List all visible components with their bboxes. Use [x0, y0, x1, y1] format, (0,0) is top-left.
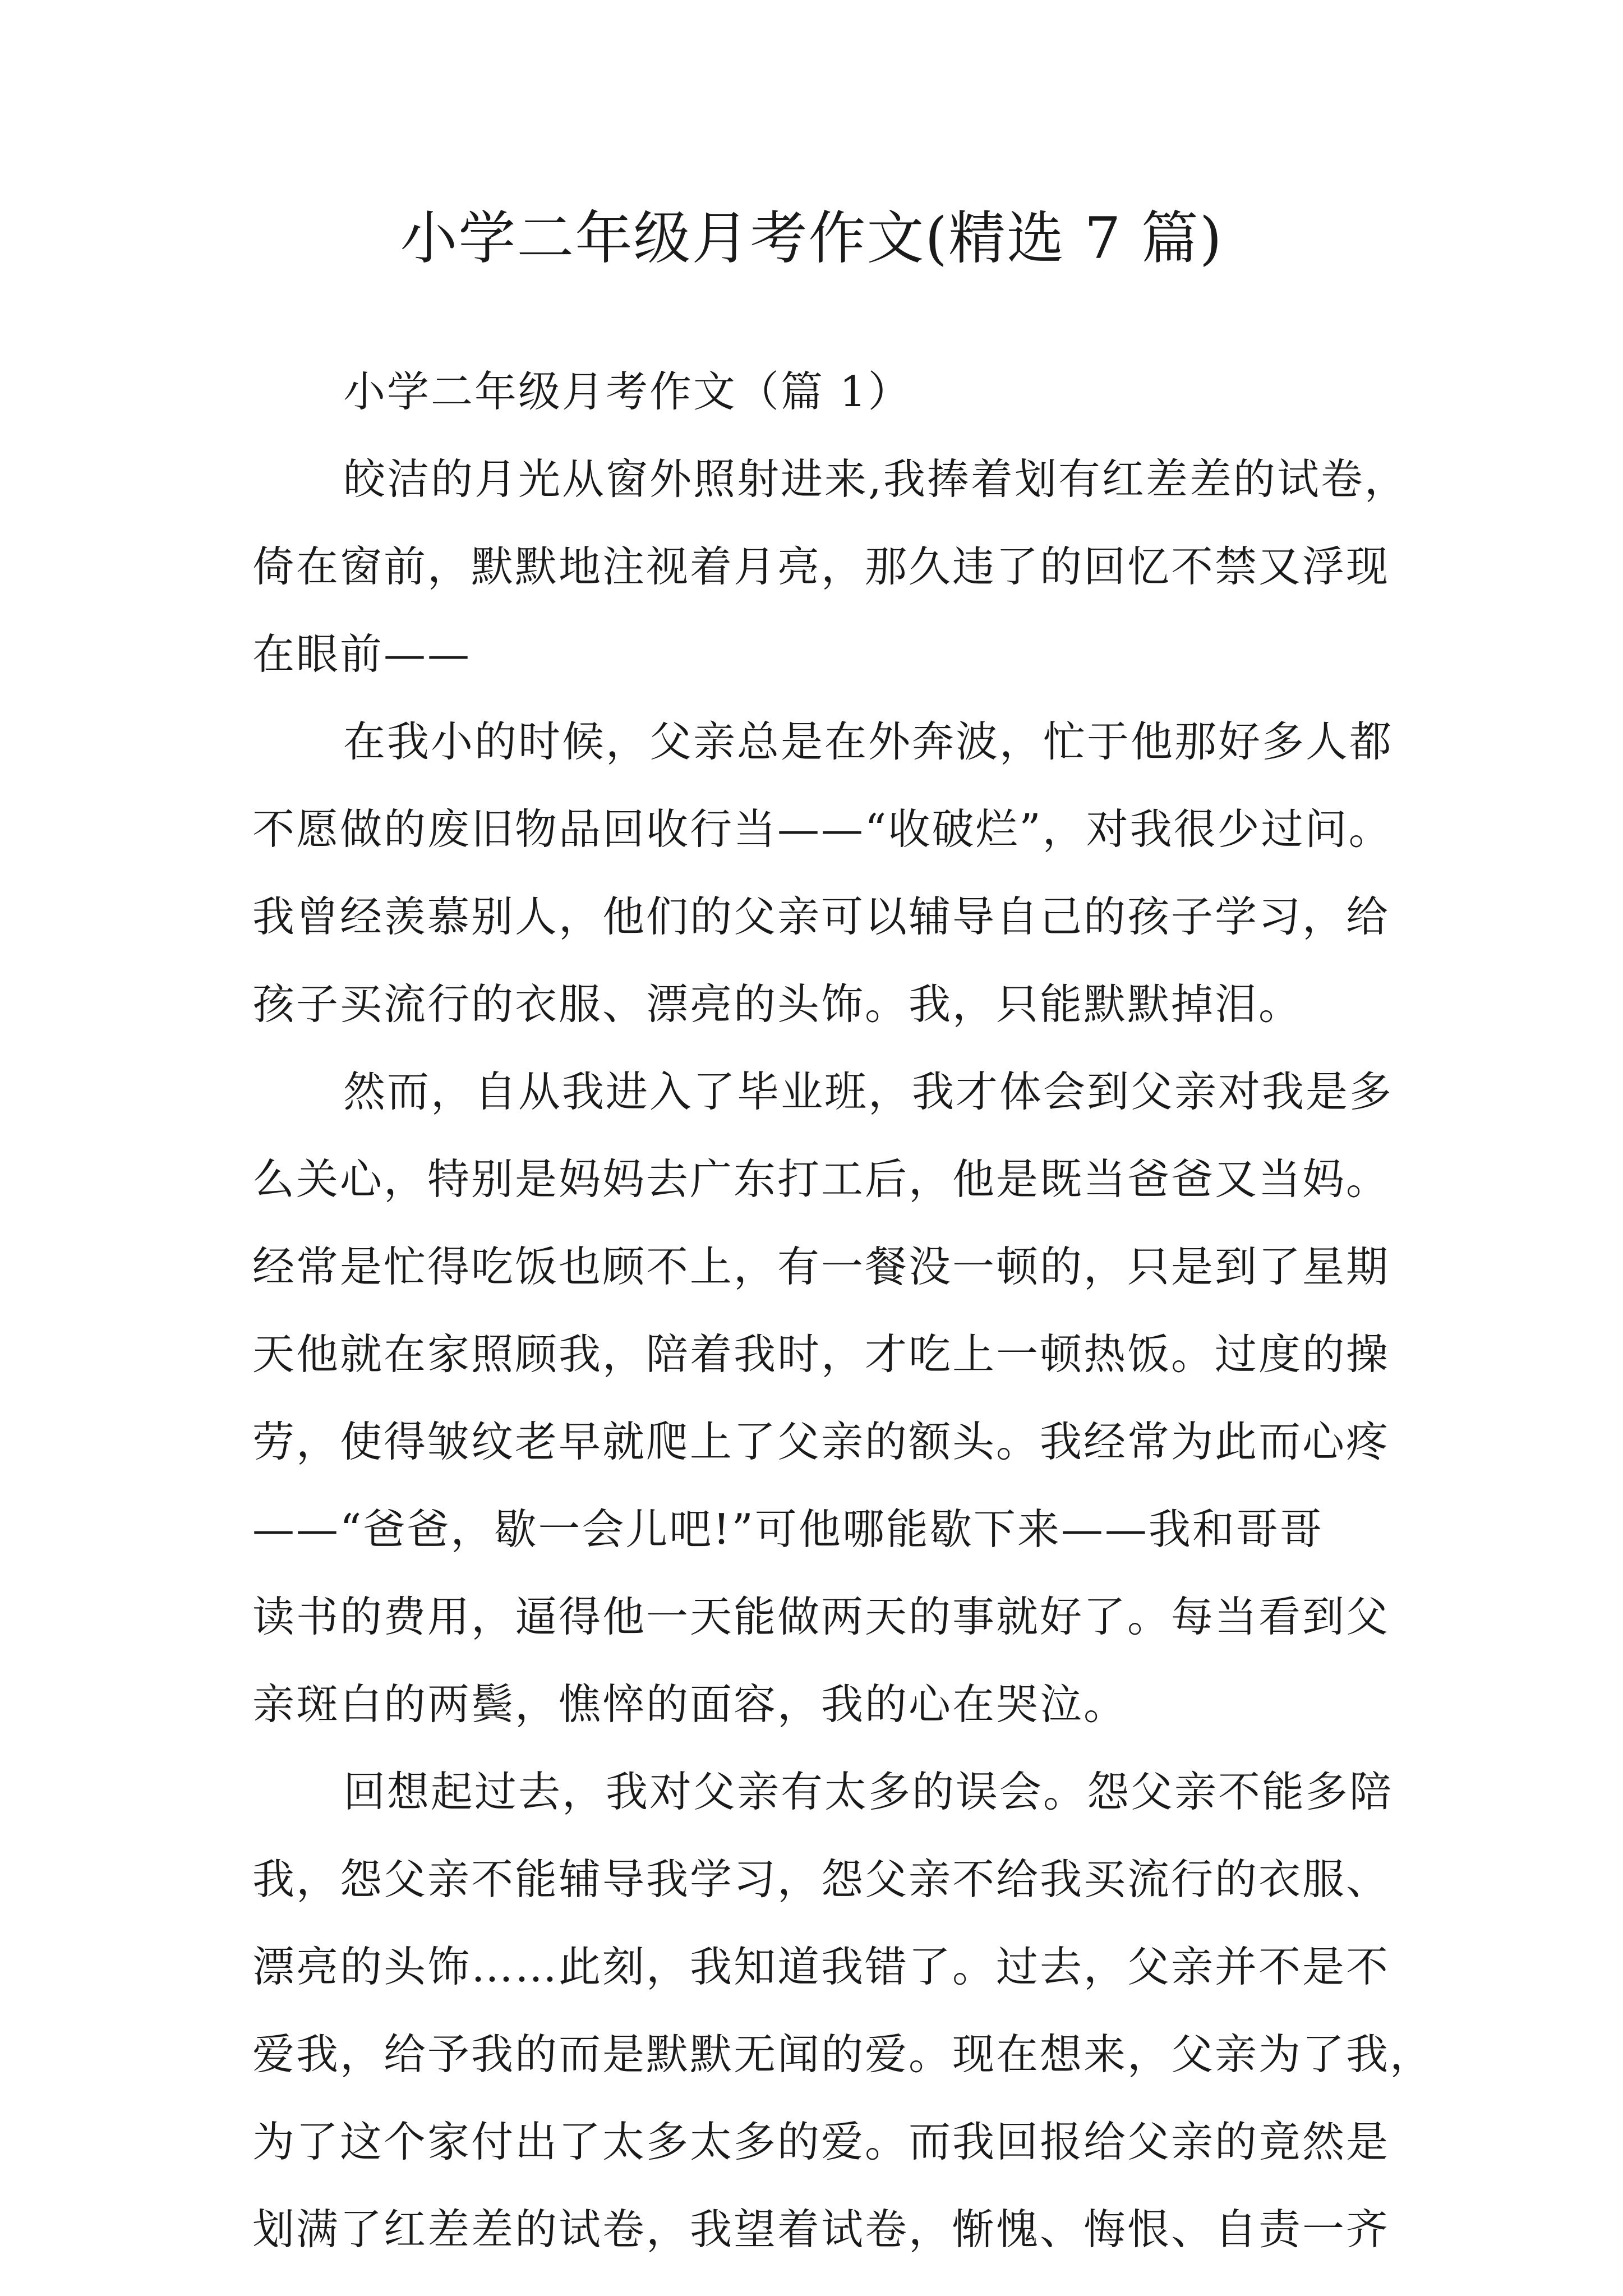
text-line: 在我小的时候，父亲总是在外奔波，忙于他那好多人都 — [343, 717, 1394, 766]
text-line: ——“爸爸，歇一会儿吧!”可他哪能歇下来——我和哥哥 — [252, 1504, 1324, 1554]
text-line: 读书的费用，逼得他一天能做两天的事就好了。每当看到父 — [252, 1592, 1390, 1641]
text-line: 爱我，给予我的而是默默无闻的爱。现在想来，父亲为了我， — [252, 2030, 1434, 2079]
document-body — [252, 348, 1434, 2273]
text-line: 我曾经羡慕别人，他们的父亲可以辅导自己的孩子学习，给 — [252, 892, 1390, 941]
text-line: 小学二年级月考作文（篇 1） — [343, 367, 912, 416]
text-line: 划满了红差差的试卷，我望着试卷，惭愧、悔恨、自责一齐 — [252, 2205, 1390, 2254]
text-line: 皎洁的月光从窗外照射进来,我捧着划有红差差的试卷， — [343, 454, 1408, 504]
text-line: 我，怨父亲不能辅导我学习，怨父亲不给我买流行的衣服、 — [252, 1855, 1390, 1904]
text-line: 回想起过去，我对父亲有太多的误会。怨父亲不能多陪 — [343, 1767, 1394, 1816]
text-line: 劳，使得皱纹老早就爬上了父亲的额头。我经常为此而心疼 — [252, 1417, 1390, 1466]
text-line: 亲斑白的两鬓，憔悴的面容，我的心在哭泣。 — [252, 1680, 1128, 1729]
text-line: 么关心，特别是妈妈去广东打工后，他是既当爸爸又当妈。 — [252, 1154, 1390, 1204]
text-line: 为了这个家付出了太多太多的爱。而我回报给父亲的竟然是 — [252, 2117, 1390, 2166]
document-title: 小学二年级月考作文(精选 7 篇) — [400, 205, 1223, 272]
text-line: 在眼前—— — [252, 629, 472, 679]
text-line: 天他就在家照顾我，陪着我时，才吃上一顿热饭。过度的操 — [252, 1329, 1390, 1379]
text-line: 孩子买流行的衣服、漂亮的头饰。我，只能默默掉泪。 — [252, 979, 1303, 1029]
text-line: 不愿做的废旧物品回收行当——“收破烂”，对我很少过问。 — [252, 804, 1393, 854]
text-line: 经常是忙得吃饭也顾不上，有一餐没一顿的，只是到了星期 — [252, 1242, 1390, 1291]
text-line: 倚在窗前，默默地注视着月亮，那久违了的回忆不禁又浮现 — [252, 542, 1390, 591]
text-line: 然而，自从我进入了毕业班，我才体会到父亲对我是多 — [343, 1067, 1394, 1116]
text-line: 漂亮的头饰……此刻，我知道我错了。过去，父亲并不是不 — [252, 1942, 1390, 1991]
